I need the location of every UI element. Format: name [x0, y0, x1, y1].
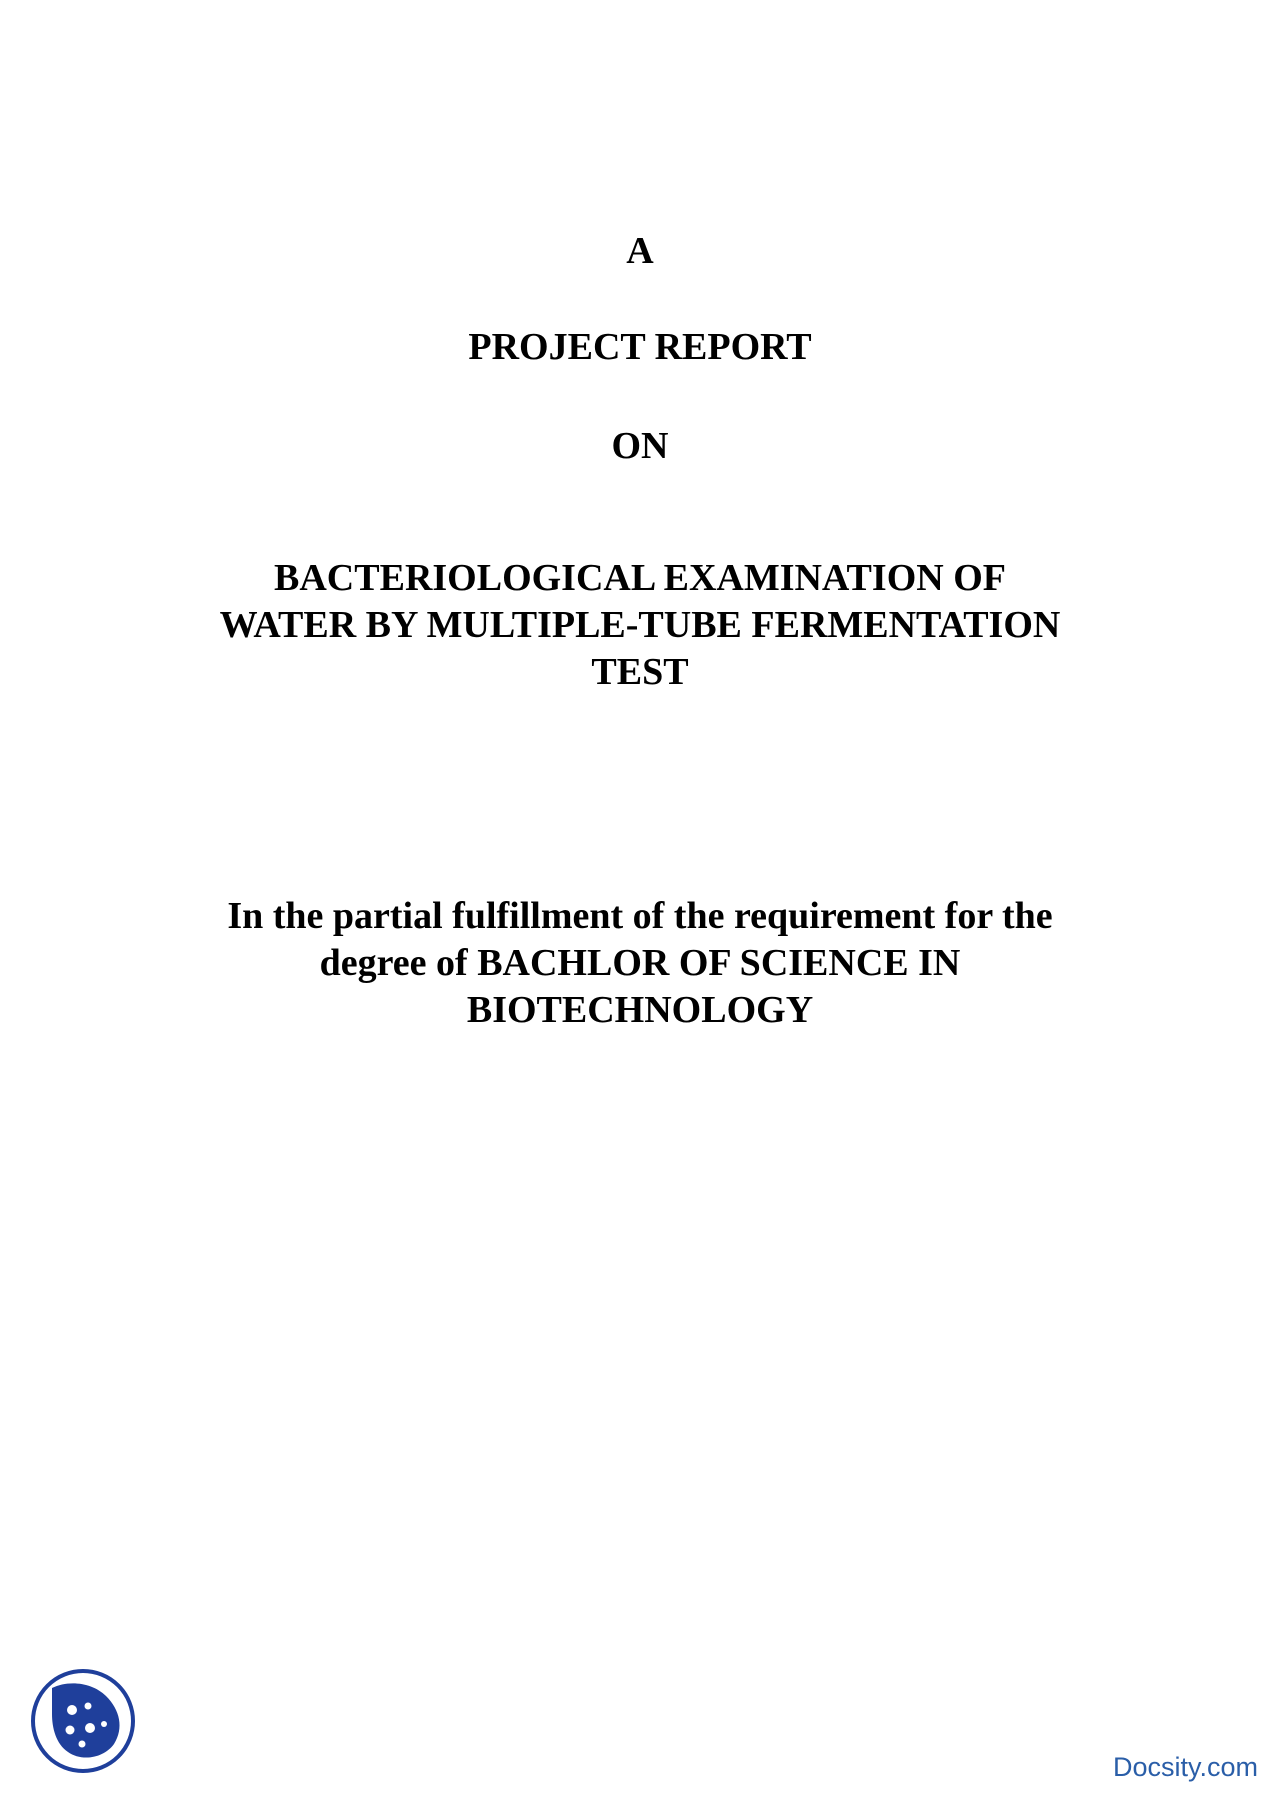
fulfillment-line: degree of BACHLOR OF SCIENCE IN — [319, 942, 961, 984]
report-title-line: TEST — [591, 651, 689, 693]
docsity-logo-icon — [30, 1666, 136, 1774]
report-title-line: BACTERIOLOGICAL EXAMINATION OF — [274, 557, 1006, 599]
fulfillment-line: BIOTECHNOLOGY — [466, 989, 814, 1031]
report-title-line: WATER BY MULTIPLE-TUBE FERMENTATION — [219, 604, 1061, 646]
fulfillment-statement — [0, 893, 1280, 1034]
cover-line-a: A — [626, 230, 654, 272]
cover-line-project-report: PROJECT REPORT — [468, 326, 812, 368]
cover-line-on: ON — [611, 425, 669, 467]
fulfillment-line: In the partial fulfillment of the requirement for the — [227, 895, 1053, 937]
docsity-watermark: Docsity.com — [1112, 1752, 1258, 1782]
report-title — [0, 555, 1280, 696]
